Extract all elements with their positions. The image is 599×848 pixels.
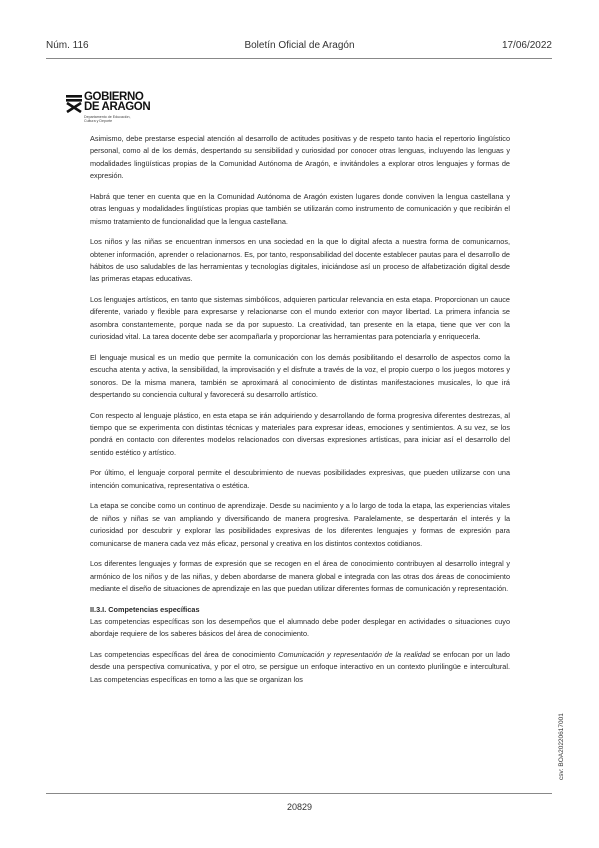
logo-department-line2: Cultura y Deporte [84,119,113,123]
gobierno-aragon-logo [66,92,176,128]
document-body [90,133,510,694]
area-name-italic: Comunicación y representación de la realidad [278,649,430,659]
paragraph: Con respecto al lenguaje plástico, en esta etapa se irán adquiriendo y desarrollando de forma progresiva diferentes destrezas, al tiempo que se experimenta con distintas técnicas y materiales para expresar ideas, emociones y sentimientos. A su vez, se los pondrá en contacto con diferentes modelos relacionados con diversas expresiones artísticas, para iniciar así el desarrollo del sentido estético y artístico. [90,410,510,457]
paragraph: Asimismo, debe prestarse especial atención al desarrollo de actitudes positivas y de respeto tanto hacia el repertorio lingüístico personal, como al de los demás, despertando su sensibilidad y curiosidad por conocer otras lenguas, incluyendo las lenguas y modalidades lingüísticas propias de la Comunidad Autónoma de Aragón, e invitándoles a explorar otros lenguajes y formas de expresión. [90,134,510,181]
paragraph: Los lenguajes artísticos, en tanto que sistemas simbólicos, adquieren particular relevancia en esta etapa. Proporcionan un cauce diferente, variado y flexible para expresarse y relacionarse con el mundo exterior con mayor libertad. La primera infancia se asombra constantemente, porque nada se da por supuesto. La creatividad, tan presente en la etapa, tiene que ver con la curiosidad vital. La tarea docente debe ser acompañarla y proporcionar las herramientas para potenciarla y enriquecerla. [90,295,510,342]
section-heading: II.3.I. Competencias específicas [90,604,200,614]
paragraph: Los niños y las niñas se encuentran inmersos en una sociedad en la que lo digital afecta a nuestra forma de comunicarnos, obtener información, aprender o relacionarnos. Es, por tanto, responsabilidad del docente establecer pautas para el desarrollo de hábitos de uso saludables de las herramientas y tecnologías digitales, iniciándose así un proceso de alfabetización digital desde las primeras etapas educativas. [90,237,510,284]
paragraph: La etapa se concibe como un continuo de aprendizaje. Desde su nacimiento y a lo largo de toda la etapa, las experiencias vitales de niños y niñas se van ampliando y diversificando de manera progresiva. Paralelamente, se despertarán el interés y la curiosidad por descubrir y explorar las posibilidades expresivas de los diferentes lenguajes y formas de expresión para comunicarse de manera cada vez más eficaz, personal y creativa en los distintos contextos cotidianos. [90,501,510,548]
paragraph-text: se enfocan por un lado desde una perspectiva comunicativa, y por el otro, se persigue un enfoque interactivo en un contexto plurilingüe e intercultural. Las competencias específicas en torno a las que se organizan los [90,649,510,684]
csv-code-text: csv: BOA20220617001 [558,713,565,780]
paragraph: El lenguaje musical es un medio que permite la comunicación con los demás posibilitando el desarrollo de aspectos como la escucha atenta y activa, la sensibilidad, la improvisación y el disfrute a través de la voz, el propio cuerpo o los juegos motores y sonoros. De la misma manera, también se aproximará al conocimiento de distintas manifestaciones musicales, lo que irá despertando su conciencia cultural y favorecerá su desarrollo artístico. [90,352,510,400]
section-paragraph [90,649,510,686]
logo-text-line2: DE ARAGON [84,101,151,113]
section-paragraph: Las competencias específicas son los desempeños que el alumnado debe poder desplegar en actividades o situaciones cuyo abordaje requiere de los saberes básicos del área de conocimiento. [90,616,510,639]
logo-text-line1: GOBIERNO [84,91,144,103]
logo-department-line1: Departamento de Educación, [84,115,131,119]
paragraph: Por último, el lenguaje corporal permite el descubrimiento de nuevas posibilidades expresivas, que pueden utilizarse con una intención comunicativa, representativa o estética. [90,468,510,490]
paragraph: Los diferentes lenguajes y formas de expresión que se recogen en el área de conocimiento contribuyen al desarrollo integral y armónico de los niños y de las niñas, y deben abordarse de manera global e integrada con las otras dos áreas de conocimiento mediante el diseño de situaciones de aprendizaje en las que puedan utilizar diferentes formas de comunicación y representación. [90,559,510,594]
page-number: 20829 [286,802,313,812]
publication-date: 17/06/2022 [501,40,552,51]
header-divider [46,58,552,59]
publication-title: Boletín Oficial de Aragón [244,40,355,51]
issue-number: Núm. 116 [46,40,89,51]
aragon-emblem-icon [66,95,82,113]
footer-divider [46,793,552,794]
paragraph-text: Las competencias específicas del área de conocimiento [90,649,279,659]
paragraph: Habrá que tener en cuenta que en la Comunidad Autónoma de Aragón existen lugares donde conviven la lengua castellana y otras lenguas y modalidades lingüísticas propias que también se utilizarán como instrumento de comunicación y que recibirán el mismo tratamiento de funcionalidad que la lengua castellana. [90,191,510,226]
csv-verification-code [558,640,570,780]
